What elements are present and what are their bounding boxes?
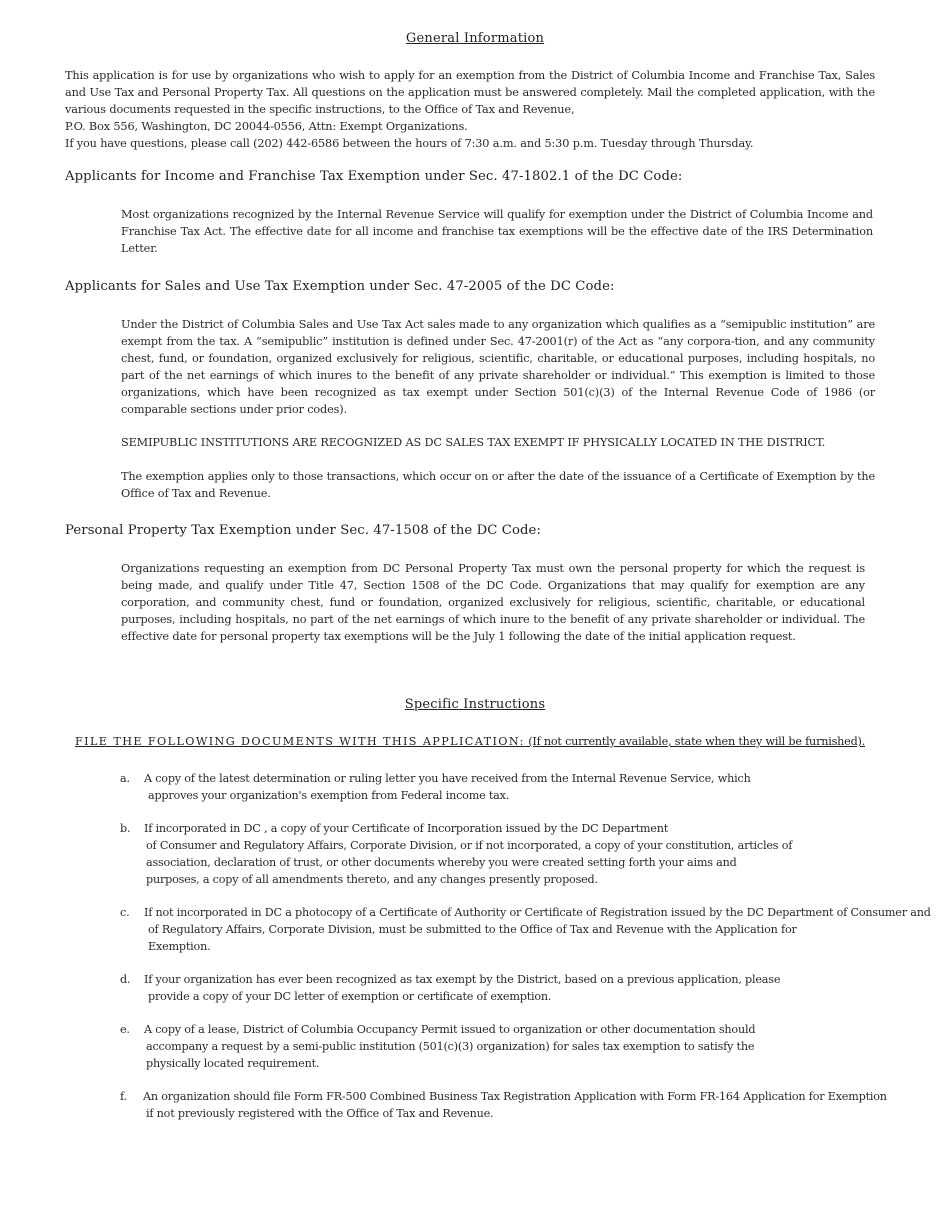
general-information-title: General Information: [405, 31, 545, 46]
file-documents-note: (If not currently available, state when they will be furnished).: [524, 735, 866, 748]
exemption-applies-paragraph: The exemption applies only to those transactions, which occur on or after the date of the issuance of a Certificate of Exemption by the Office of Tax and Revenue.: [121, 470, 875, 500]
instruction-item-a: [120, 770, 751, 804]
item-continuation: of Regulatory Affairs, Corporate Division, must be submitted to the Office of Tax and Revenue with the Application for Exemption.: [148, 923, 797, 953]
file-documents-line: [75, 735, 865, 748]
item-first-line: A copy of the latest determination or ruling letter you have received from the Internal Revenue Service, which: [144, 772, 751, 785]
item-first-line: An organization should file Form FR-500 Combined Business Tax Registration Application with Form FR-164 Application for Exemption: [143, 1090, 887, 1103]
item-marker: d.: [120, 973, 131, 986]
instruction-item-c: [120, 904, 950, 955]
item-first-line: If not incorporated in DC a photocopy of a Certificate of Authority or Certificate of Registration issued by the DC Department of Consumer and: [144, 906, 931, 919]
item-first-line: If your organization has ever been recognized as tax exempt by the District, based on a previous application, please: [144, 973, 781, 986]
personal-property-heading: Personal Property Tax Exemption under Sec. 47-1508 of the DC Code:: [65, 523, 541, 538]
instruction-item-e: [120, 1021, 755, 1072]
item-continuation: accompany a request by a semi-public institution (501(c)(3) organization) for sales tax exemption to satisfy the physically located requirement.: [146, 1040, 755, 1070]
file-documents-caps: FILE THE FOLLOWING DOCUMENTS WITH THIS APPLICATION:: [75, 735, 525, 748]
item-continuation: if not previously registered with the Office of Tax and Revenue.: [146, 1107, 494, 1120]
item-marker: f.: [120, 1090, 127, 1103]
item-marker: a.: [120, 772, 130, 785]
item-continuation: of Consumer and Regulatory Affairs, Corporate Division, or if not incorporated, a copy of your constitution, articles of association, declaration of trust, or other documents whereby you were created setting forth your aims and purposes, a copy of all amendments thereto, and any changes presently proposed.: [146, 839, 793, 886]
item-continuation: approves your organization's exemption from Federal income tax.: [148, 789, 510, 802]
item-marker: e.: [120, 1023, 130, 1036]
item-first-line: A copy of a lease, District of Columbia Occupancy Permit issued to organization or other documentation should: [144, 1023, 756, 1036]
specific-instructions-title: Specific Instructions: [404, 697, 546, 712]
sales-tax-heading: Applicants for Sales and Use Tax Exemption under Sec. 47-2005 of the DC Code:: [65, 279, 615, 294]
personal-property-paragraph: Organizations requesting an exemption from DC Personal Property Tax must own the personal property for which the request is being made, and qualify under Title 47, Section 1508 of the DC Code. Organizations that may qualify for exemption are any corporation, and community chest, fund or foundation, organized exclusively for religious, scientific, charitable, or educational purposes, including hospitals, no part of the net earnings of which inure to the benefit of any private shareholder or individual. The effective date for personal property tax exemptions will be the July 1 following the date of the initial application request.: [121, 562, 865, 643]
item-marker: c.: [120, 906, 130, 919]
item-first-line: If incorporated in DC , a copy of your Certificate of Incorporation issued by the DC Department: [144, 822, 669, 835]
income-tax-heading: Applicants for Income and Franchise Tax Exemption under Sec. 47-1802.1 of the DC Code:: [65, 169, 683, 184]
instruction-item-b: [120, 820, 792, 888]
instruction-item-f: [120, 1088, 887, 1122]
item-marker: b.: [120, 822, 131, 835]
instruction-item-d: [120, 971, 780, 1005]
item-continuation: provide a copy of your DC letter of exemption or certificate of exemption.: [148, 990, 552, 1003]
general-intro-paragraph: This application is for use by organizations who wish to apply for an exemption from the District of Columbia Income and Franchise Tax, Sales and Use Tax and Personal Property Tax. All questions on the application must be answered completely. Mail the completed application, with the various documents requested in the specific instructions, to the Office of Tax and Revenue, P.O. Box 556, Washington, DC 20044-0556, Attn: Exempt Organizations. If you have questions, please call (202) 442-6586 between the hours of 7:30 a.m. and 5:30 p.m. Tuesday through Thursday.: [65, 69, 875, 150]
sales-tax-paragraph: Under the District of Columbia Sales and Use Tax Act sales made to any organization which qualifies as a “semipublic institution” are exempt from the tax. A “semipublic” institution is defined under Sec. 47-2001(r) of the Act as “any corpora-tion, and any community chest, fund, or foundation, organized exclusively for religious, scientific, charitable, or educational purposes, including hospitals, no part of the net earnings of which inures to the benefit of any private shareholder or individual.” This exemption is limited to those organizations, which have been recognized as tax exempt under Section 501(c)(3) of the Internal Revenue Code of 1986 (or comparable sections under prior codes).: [121, 318, 875, 416]
semipublic-notice: SEMIPUBLIC INSTITUTIONS ARE RECOGNIZED AS DC SALES TAX EXEMPT IF PHYSICALLY LOCATED IN THE DISTRICT.: [121, 436, 826, 449]
income-tax-paragraph: Most organizations recognized by the Internal Revenue Service will qualify for exemption under the District of Columbia Income and Franchise Tax Act. The effective date for all income and franchise tax exemptions will be the effective date of the IRS Determination Letter.: [121, 208, 873, 255]
